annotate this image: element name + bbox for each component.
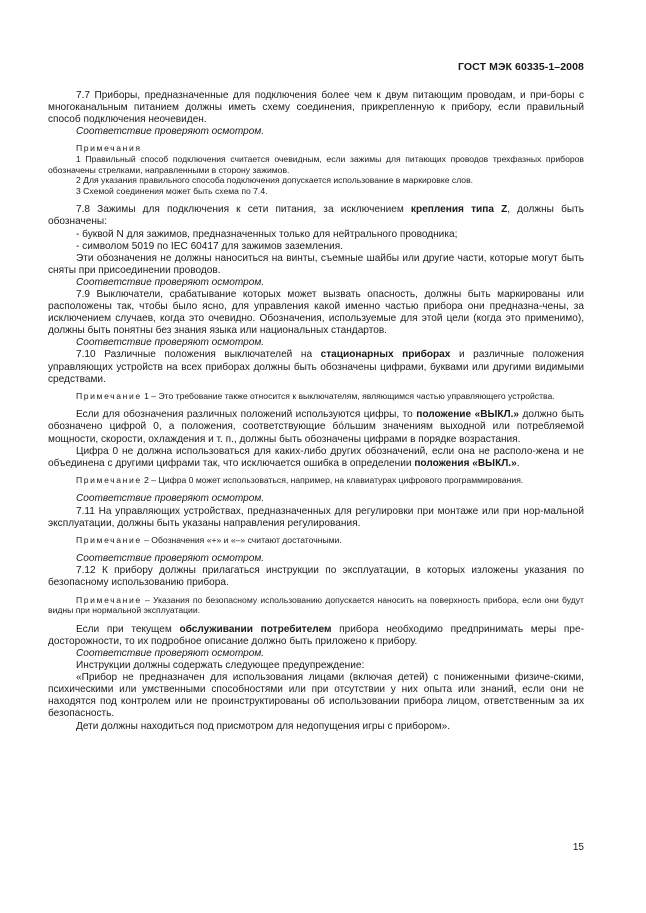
- note-7-10-1: Примечание 1 – Это требование также относится к выключателям, являющимся частью управляющего устройства.: [76, 390, 555, 401]
- note-3: 3 Схемой соединения может быть схема по 7.4.: [76, 185, 268, 196]
- clause-7-10-zero: Цифра 0 не должна использоваться для каких-либо других обозначений, если она не располо-жена и не объединена c другими цифрами так, что исключается ошибка в определении положения «ВЫКЛ.».: [48, 445, 584, 469]
- warning-text: «Прибор не предназначен для использования лицами (включая детей) с пониженными физиче-скими, психическими или умственными способностями или при отсутствии у них опыта или знаний, если они не находятся под контролем или не проинструктированы об использовании прибора лицом, ответственным за их безопасность.: [48, 672, 584, 720]
- warning-children: Дети должны находиться под присмотром для недопущения игры с прибором».: [76, 720, 451, 732]
- page-header: ГОСТ МЭК 60335-1–2008: [457, 61, 584, 73]
- compliance-check: Соответствие проверяют осмотром.: [76, 493, 265, 505]
- compliance-check: Соответствие проверяют осмотром.: [76, 126, 265, 138]
- note-7-11: Примечание – Обозначения «+» и «–» считают достаточными.: [76, 534, 342, 545]
- note-7-10-2: Примечание 2 – Цифра 0 может использоваться, например, на клавиатурах цифрового программирования.: [76, 474, 524, 485]
- clause-7-12-instructions: Инструкции должны содержать следующее предупреждение:: [76, 660, 365, 672]
- compliance-check: Соответствие проверяют осмотром.: [76, 553, 265, 565]
- document-body: [48, 90, 584, 733]
- note-7-12: Примечание – Указания по безопасному использованию допускается наносить на поверхность прибора, если они будут видны при нормальной эксплуатации.: [48, 594, 584, 616]
- clause-7-8-text: Эти обозначения не должны наноситься на винты, съемные шайбы или другие части, которые могут быть сняты при присоединении проводов.: [48, 252, 584, 276]
- term-off-position: положение «ВЫКЛ.»: [416, 409, 520, 421]
- list-item: - буквой N для зажимов, предназначенных только для нейтрального проводника;: [76, 228, 458, 240]
- term-user-maintenance: обслуживании потребителем: [179, 623, 332, 635]
- clause-7-8: 7.8 Зажимы для подключения к сети питания, за исключением крепления типа Z, должны быть обозначены:: [48, 204, 584, 228]
- term-stationary-appliance: стационарных приборах: [320, 349, 451, 361]
- note-2: 2 Для указания правильного способа подключения допускается использование в маркировке слов.: [76, 175, 474, 186]
- list-item: - символом 5019 по IEC 60417 для зажимов заземления.: [76, 240, 344, 252]
- compliance-check: Соответствие проверяют осмотром.: [76, 647, 265, 659]
- clause-7-10-digits: Если для обозначения различных положений используются цифры, то положение «ВЫКЛ.» должно быть обозначено цифрой 0, а положения, соответствующие бóльшим значениям выходной или потребляемой мощности, скорости, охлаждения и т. п., должны быть обозначены цифрами в порядке возрастания.: [48, 409, 584, 445]
- clause-7-11: 7.11 На управляющих устройствах, предназначенных для регулировки при монтаже или при нор-мальной эксплуатации, должны быть указаны направления регулирования.: [48, 505, 584, 529]
- term-attachment-z: крепления типа Z: [410, 204, 508, 216]
- page-number: 15: [572, 842, 584, 853]
- clause-7-12: 7.12 К прибору должны прилагаться инструкции по эксплуатации, в которых изложены указания по безопасному использованию прибора.: [48, 565, 584, 589]
- clause-7-7: 7.7 Приборы, предназначенные для подключения более чем к двум питающим проводам, и при-боры с многоканальным питанием должны иметь схему соединения, прикрепленную к прибору, если правильный способ подключения неочевиден.: [48, 90, 584, 126]
- compliance-check: Соответствие проверяют осмотром.: [76, 337, 265, 349]
- clause-7-12-maintenance: Если при текущем обслуживании потребителем прибора необходимо предпринимать меры пре-досторожности, то их подробное описание должно быть приложено к прибору.: [48, 623, 584, 647]
- term-off-position: положения «ВЫКЛ.»: [414, 457, 517, 469]
- clause-7-10: 7.10 Различные положения выключателей на стационарных приборах и различные положения управляющих устройств на всех приборах должны быть обозначены цифрами, буквами или другими видимыми средствами.: [48, 349, 584, 385]
- clause-7-9: 7.9 Выключатели, срабатывание которых может вызвать опасность, должны быть маркированы или расположены так, чтобы было ясно, для управления какой именно частью прибора они предназна-чены, за исключением случаев, когда это очевидно. Обозначения, используемые для этой цели (когда это применимо), должны быть понятны без знания языка или национальных стандартов.: [48, 289, 584, 337]
- compliance-check: Соответствие проверяют осмотром.: [76, 276, 265, 288]
- notes-heading: Примечания: [76, 143, 142, 154]
- note-1: 1 Правильный способ подключения считается очевидным, если зажимы для питающих проводов трехфазных приборов обозначены стрелками, направленными в сторону зажимов.: [48, 153, 584, 175]
